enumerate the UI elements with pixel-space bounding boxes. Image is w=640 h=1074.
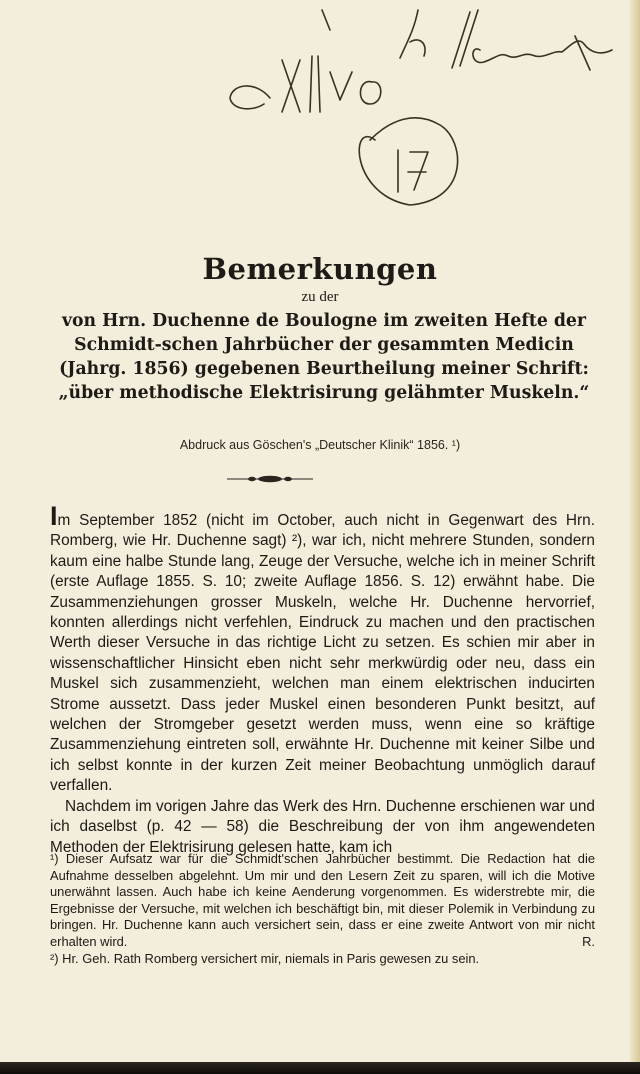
footnote-1-text: ¹) Dieser Aufsatz war für die Schmidt'schen Jahrbücher bestimmt. Die Redaction hat die Aufnahme desselben abgelehnt. Um mir und den Lesern Zeit zu sparen, will ich die Motive unerwähnt lassen. Auch habe ich keine Aenderung vorgenommen. Es widerstrebte mir, die Ergebnisse der Versuche, mit welchen ich beschäftigt bin, mit dieser Polemik in Verbindung zu bringen. Hr. Duchenne kann auch versichert sein, dass er eine zweite Antwort von mir nicht erhalten wird. (50, 851, 595, 949)
footnotes (50, 851, 595, 967)
ornament-divider-icon (225, 474, 315, 484)
body-text (50, 501, 595, 858)
paragraph-2: Nachdem im vorigen Jahre das Werk des Hrn. Duchenne erschienen war und ich daselbst (p. 42 — 58) die Beschreibung der von ihm angewendeten Methoden der Elektrisirung gelesen hatte, kam ich (50, 797, 595, 856)
imprint-line: Abdruck aus Göschen's „Deutscher Klinik“ 1856. ¹) (179, 438, 461, 452)
subtitle: von Hrn. Duchenne de Boulogne im zweiten Hefte der Schmidt-schen Jahrbücher der gesammten Medicin (Jahrg. 1856) gegebenen Beurtheilung meiner Schrift: „über methodische Elektrisirung gelähmter Muskeln.“ (58, 311, 590, 403)
page-title: Bemerkungen (202, 252, 438, 286)
footnote-1-signature: R. (582, 933, 595, 949)
paragraph-1-text: m September 1852 (nicht im October, auch nicht in Gegenwart des Hrn. Romberg, wie Hr. Duchenne sagt) ²), war ich, nicht mehrere Stunden, sondern kaum eine halbe Stunde lang, Zeuge der Versuche, welche ich in meiner Schrift (erste Auflage 1855. S. 10; zweite Auflage 1856. S. 12) erwähnt habe. Die Zusammenziehungen grosser Muskeln, welche Hr. Duchenne hervorrief, konnten allerdings nicht verfehlen, Eindruck zu machen und den practischen Werth dieser Versuche in das richtige Licht zu setzen. Es schien mir aber in wissenschaftlicher Hinsicht eben nicht sehr merkwürdig oder neu, dass ein Muskel sich zusammenzieht, welchen man einem elektrischen inducirten Strome aussetzt. Dass jeder Muskel einen besonderen Punkt besitzt, auf welchen der Stromgeber gesetzt werden muss, wenn eine so kräftige Zusammenziehung eintreten soll, erwähnte Hr. Duchenne mit keiner Silbe und ich selbst konnte in der kurzen Zeit meiner Beobachtung unmöglich darauf verfallen. (50, 512, 595, 795)
title-connector: zu der (301, 289, 339, 305)
drop-cap: I (50, 501, 58, 531)
bottom-edge (0, 1062, 640, 1074)
handwritten-annotation-icon (0, 0, 640, 215)
paragraph-1 (50, 501, 595, 797)
footnote-1 (50, 851, 595, 951)
footnote-2: ²) Hr. Geh. Rath Romberg versichert mir, niemals in Paris gewesen zu sein. (50, 950, 480, 966)
